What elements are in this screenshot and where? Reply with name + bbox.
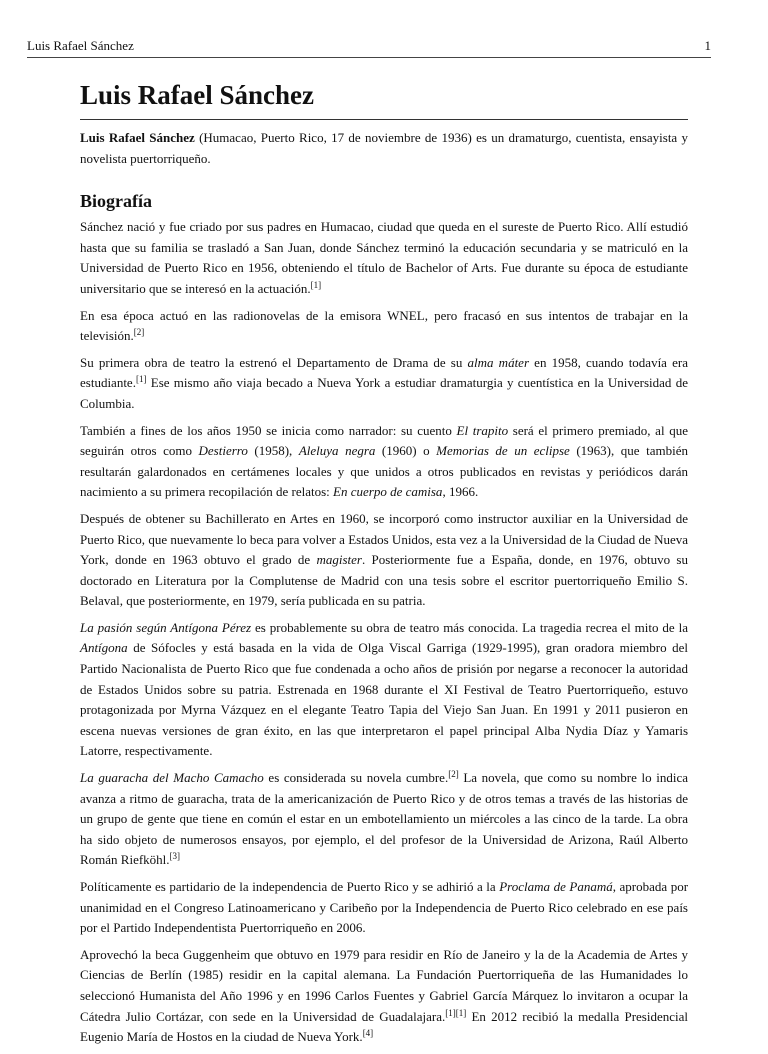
paragraph-7	[80, 768, 688, 871]
work-title: En cuerpo de camisa	[333, 484, 443, 500]
paragraph-4	[80, 421, 688, 503]
citation-link[interactable]: [2]	[133, 327, 145, 338]
citation-link[interactable]: [1]	[310, 279, 322, 290]
subject-name: Luis Rafael Sánchez	[80, 130, 195, 145]
text-run: será el primero premiado, al que seguirán otros como	[80, 422, 688, 459]
text-run: en 1958, cuando todavía era estudiante.	[80, 354, 688, 391]
text-run: Aprovechó la beca Guggenheim que obtuvo en 1979 para residir en Río de Janeiro y la de la Academia de Artes y Ciencias de Berlín (1985) residir en la capital alemana. La Fundación Puertorriqueña de las Humanidades lo seleccionó Humanista del Año 1996 y en 1996 Carlos Fuentes y Gabriel García Márquez lo invitaron a ocupar la Cátedra Julio Cortázar, con sede en la Universidad de Guadalajara.	[80, 946, 688, 1024]
paragraph-3	[80, 353, 688, 415]
page-number: 1	[704, 38, 711, 53]
text-run: . Posteriormente fue a España, donde, en 1976, obtuvo su doctorado en Literatura por la Complutense de Madrid con una tesis sobre el escritor puertorriqueño Emilio S. Belaval, que posteriormente, en 1979, sería publicada en su patria.	[80, 552, 688, 609]
text-run: de Sófocles y está basada en la vida de Olga Viscal Garriga (1929-1995), gran oradora miembro del Partido Nacionalista de Puerto Rico que fue condenada a ocho años de prisión por negarse a reconocer la autoridad de Estados Unidos sobre su patria. Estrenada en 1968 durante el XI Festival de Teatro Puertorriqueño, estuvo protagonizada por Myrna Vázquez en el elegante Teatro Tapia del Viejo San Juan. En 1991 y 2011 pusieron en escena nuevas versiones de gran éxito, en las que interpretaron el papel principal Alba Nydia Díaz y Yamaris Latorre, respectivamente.	[80, 640, 688, 759]
running-title: Luis Rafael Sánchez	[27, 38, 134, 53]
citation-link[interactable]: [1]	[455, 1007, 467, 1018]
section-heading-biografia: Biografía	[80, 191, 152, 212]
text-run: Ese mismo año viaja becado a Nueva York a estudiar dramaturgia y cuentística en la Universidad de Columbia.	[80, 375, 688, 411]
lead-text: (Humacao, Puerto Rico, 17 de noviembre de 1936) es un dramaturgo, cuentista, ensayista y novelista puertorriqueño.	[80, 130, 689, 166]
text-run: Su primera obra de teatro la estrenó el Departamento de Drama de su	[80, 354, 468, 370]
page-header	[27, 38, 711, 58]
text-run: En 2012 recibió la medalla Presidencial Eugenio María de Hostos en la ciudad de Nueva York.	[80, 1008, 688, 1045]
text-run: (1958),	[247, 443, 299, 459]
italic-term: magister	[316, 552, 362, 568]
text-run: (1963), que también resultarán galardonados en certámenes locales y que unidos a otros publicados en revistas y periódicos darán nacimiento a su primera recopilación de relatos:	[80, 443, 688, 500]
work-title: Aleluya negra	[298, 443, 376, 459]
citation-link[interactable]: [3]	[169, 851, 181, 862]
text-run: En esa época actuó en las radionovelas de la emisora WNEL, pero fracasó en sus intentos de trabajar en la televisión.	[80, 307, 688, 344]
italic-term: alma máter	[467, 354, 530, 370]
paragraph-9	[80, 945, 688, 1048]
text-run: Después de obtener su Bachillerato en Artes en 1960, se incorporó como instructor auxiliar en la Universidad de Puerto Rico, que nuevamente lo beca para volver a Estados Unidos, esta vez a la Universidad de la Ciudad de Nueva York, donde en 1963 obtuvo el grado de	[80, 510, 688, 568]
citation-link[interactable]: [2]	[448, 769, 459, 780]
work-title: La guaracha del Macho Camacho	[80, 770, 264, 786]
paragraph-5	[80, 509, 688, 612]
work-title: Antígona	[80, 640, 128, 656]
work-title: Destierro	[198, 443, 248, 459]
work-title: Memorias de un eclipse	[436, 443, 570, 459]
work-title: El trapito	[456, 422, 509, 438]
citation-link[interactable]: [1]	[135, 374, 147, 385]
paragraph-2	[80, 306, 688, 347]
text-run: es considerada su novela cumbre.	[263, 770, 449, 786]
citation-link[interactable]: [4]	[362, 1028, 374, 1039]
text-run: Políticamente es partidario de la independencia de Puerto Rico y se adhirió a la	[80, 879, 500, 894]
text-run: También a fines de los años 1950 se inicia como narrador: su cuento	[80, 422, 457, 438]
text-run: La novela, que como su nombre lo indica avanza a ritmo de guaracha, trata de la americanización de Puerto Rico y de otros temas a través de las historias de un grupo de gente que tiene en común el estar en un embotellamiento un miércoles a las cinco de la tarde. La obra ha sido objeto de numerosos ensayos, por ejemplo, el del profesor de la Universidad de Arizona, Raúl Alberto Román Riefköhl.	[80, 770, 688, 868]
paragraph-6	[80, 618, 688, 762]
citation-link[interactable]: [1]	[445, 1007, 456, 1018]
article-title: Luis Rafael Sánchez	[80, 78, 688, 120]
text-run: , 1966.	[442, 484, 479, 500]
work-title: La pasión según Antígona Pérez	[80, 619, 252, 635]
work-title: Proclama de Panamá	[499, 879, 613, 894]
text-run: , aprobada por unanimidad en el Congreso Latinoamericano y Caribeño por la Independencia de Puerto Rico celebrado en ese país por el Partido Independentista Puertorriqueño en 2006.	[80, 879, 689, 936]
text-run: es probablemente su obra de teatro más conocida. La tragedia recrea el mito de la	[251, 619, 688, 635]
text-run: Sánchez nació y fue criado por sus padres en Humacao, ciudad que queda en el sureste de Puerto Rico. Allí estudió hasta que su familia se trasladó a San Juan, donde Sánchez terminó la educación secundaria y se matriculó en la Universidad de Puerto Rico en 1956, obteniendo el título de Bachelor of Arts. Fue durante su época de estudiante universitario que se interesó en la actuación.	[80, 219, 688, 296]
paragraph-1	[80, 217, 688, 299]
lead-paragraph	[80, 128, 688, 169]
paragraph-8	[80, 877, 688, 939]
text-run: (1960) o	[375, 443, 437, 459]
article-body	[80, 78, 688, 1054]
